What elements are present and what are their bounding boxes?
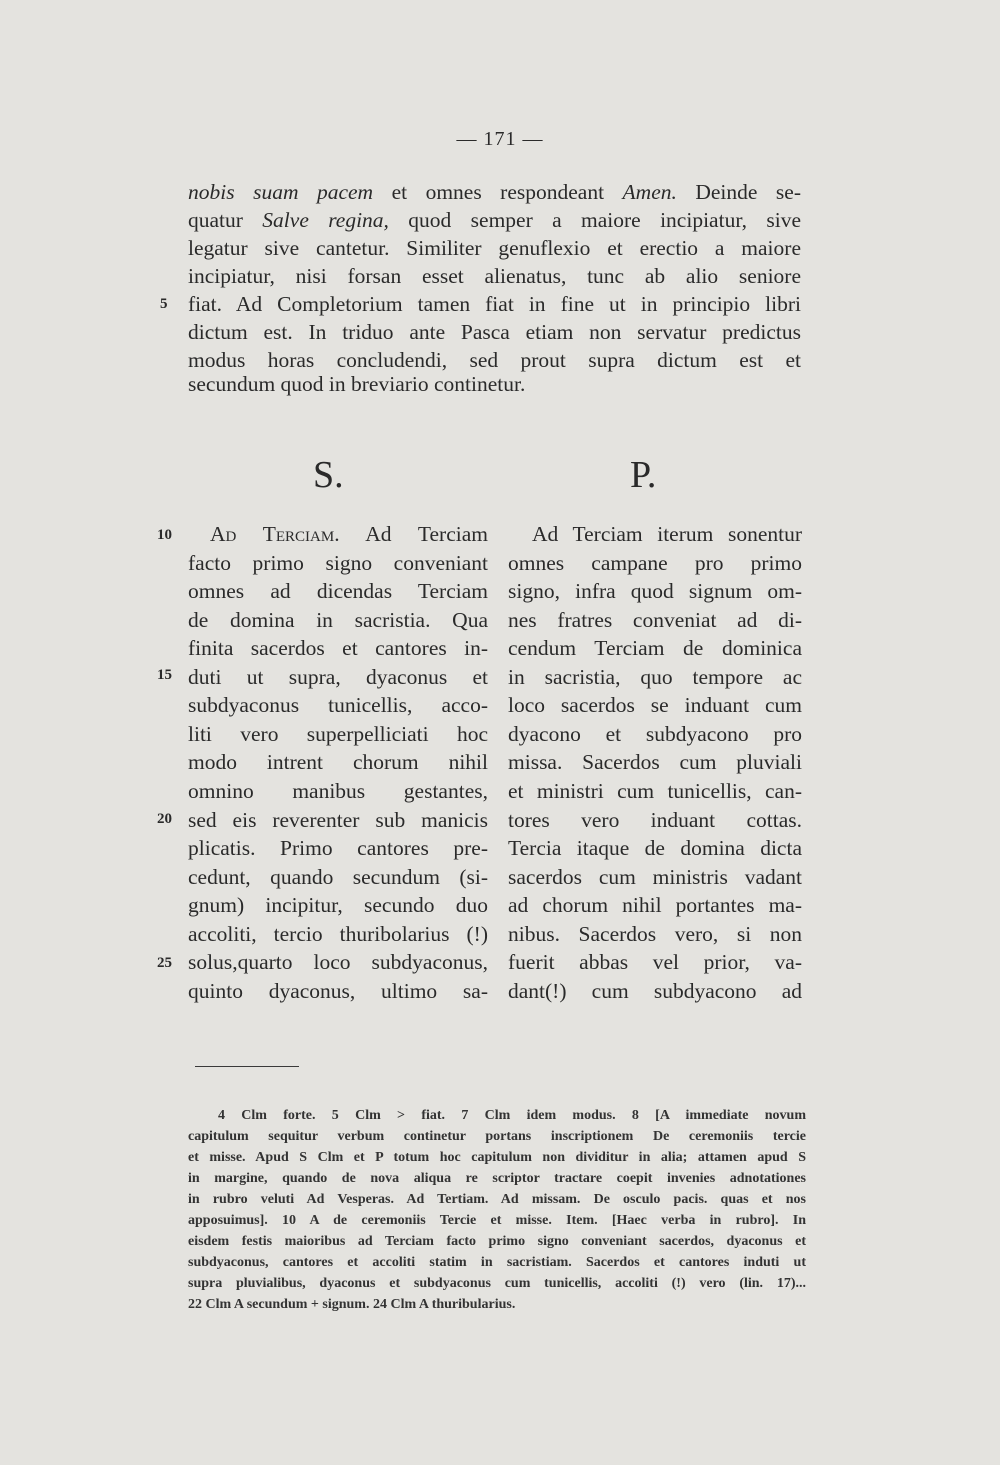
column-p-line: ad chorum nihil portantes ma- [508,893,802,917]
column-p-line: Tercia itaque de domina dicta [508,836,802,860]
footnote-divider [195,1066,299,1067]
intro-line: legatur sive cantetur. Similiter genuflexio et erectio a maiore [188,236,801,260]
column-p-line: sacerdos cum ministris vadant [508,865,802,889]
column-p-line: et ministri cum tunicellis, can- [508,779,802,803]
footnote-line: in rubro veluti Ad Vesperas. Ad Tertiam. Ad missam. De osculo pacis. quas et nos [188,1192,806,1207]
intro-line: secundum quod in breviario continetur. [188,372,526,396]
column-s-line: modo intrent chorum nihil [188,750,488,774]
column-p-line: nibus. Sacerdos vero, si non [508,922,802,946]
footnote-line: 22 Clm A secundum + signum. 24 Clm A thuribularius. [188,1297,516,1312]
column-s-line: cedunt, quando secundum (si- [188,865,488,889]
column-s-line: omnes ad dicendas Terciam [188,579,488,603]
column-s-line: liti vero superpelliciati hoc [188,722,488,746]
column-s-line: finita sacerdos et cantores in- [188,636,488,660]
column-p-line: missa. Sacerdos cum pluviali [508,750,802,774]
column-s-line: plicatis. Primo cantores pre- [188,836,488,860]
footnote-line: subdyaconus, cantores et accoliti statim in sacristiam. Sacerdos et cantores induti ut [188,1255,806,1270]
intro-line: quatur Salve regina, quod semper a maiore incipiatur, sive [188,208,801,232]
column-p-line: Ad Terciam iterum sonentur [532,522,802,546]
line-number: 15 [157,667,172,683]
footnote-line: supra pluvialibus, dyaconus et subdyaconus cum tunicellis, accoliti (!) vero (lin. 17)... [188,1276,806,1291]
page-number: — 171 — [456,128,544,150]
column-p-line: tores vero induant cottas. [508,808,802,832]
column-p-line: nes fratres conveniat ad di- [508,608,802,632]
column-s-line: solus,quarto loco subdyaconus, [188,950,488,974]
column-s-line: quinto dyaconus, ultimo sa- [188,979,488,1003]
column-p-line: omnes campane pro primo [508,551,802,575]
line-number: 20 [157,811,172,827]
column-p-line: cendum Terciam de dominica [508,636,802,660]
column-p-heading: P. [630,454,657,496]
line-number: 5 [160,296,168,312]
column-s-line: gnum) incipitur, secundo duo [188,893,488,917]
column-s-line: sed eis reverenter sub manicis [188,808,488,832]
line-number: 10 [157,527,172,543]
line-number: 25 [157,955,172,971]
footnote-line: in margine, quando de nova aliqua re scriptor tractare coepit invenies adnotationes [188,1171,806,1186]
column-s-line: Ad Terciam. Ad Terciam [210,522,488,546]
column-s-line: duti ut supra, dyaconus et [188,665,488,689]
intro-line: fiat. Ad Completorium tamen fiat in fine ut in principio libri [188,292,801,316]
intro-line: incipiatur, nisi forsan esset alienatus, tunc ab alio seniore [188,264,801,288]
column-s-line: accoliti, tercio thuribolarius (!) [188,922,488,946]
footnote-line: 4 Clm forte. 5 Clm > fiat. 7 Clm idem modus. 8 [A immediate novum [218,1108,806,1123]
intro-line: dictum est. In triduo ante Pasca etiam non servatur predictus [188,320,801,344]
column-s-line: facto primo signo conveniant [188,551,488,575]
column-p-line: loco sacerdos se induant cum [508,693,802,717]
column-s-line: de domina in sacristia. Qua [188,608,488,632]
column-p-line: dant(!) cum subdyacono ad [508,979,802,1003]
footnote-line: eisdem festis maioribus ad Terciam facto primo signo conveniant sacerdos, dyaconus et [188,1234,806,1249]
column-p-line: signo, infra quod signum om- [508,579,802,603]
intro-line: modus horas concludendi, sed prout supra dictum est et [188,348,801,372]
footnote-line: et misse. Apud S Clm et P totum hoc capitulum non dividitur in alia; attamen apud S [188,1150,806,1165]
column-s-line: omnino manibus gestantes, [188,779,488,803]
column-p-line: dyacono et subdyacono pro [508,722,802,746]
intro-line: nobis suam pacem et omnes respondeant Amen. Deinde se- [188,180,801,204]
footnote-line: capitulum sequitur verbum continetur portans inscriptionem De ceremoniis tercie [188,1129,806,1144]
footnote-line: apposuimus]. 10 A de ceremoniis Tercie et misse. Item. [Haec verba in rubro]. In [188,1213,806,1228]
column-s-heading: S. [313,454,344,496]
column-p-line: fuerit abbas vel prior, va- [508,950,802,974]
column-s-line: subdyaconus tunicellis, acco- [188,693,488,717]
column-p-line: in sacristia, quo tempore ac [508,665,802,689]
